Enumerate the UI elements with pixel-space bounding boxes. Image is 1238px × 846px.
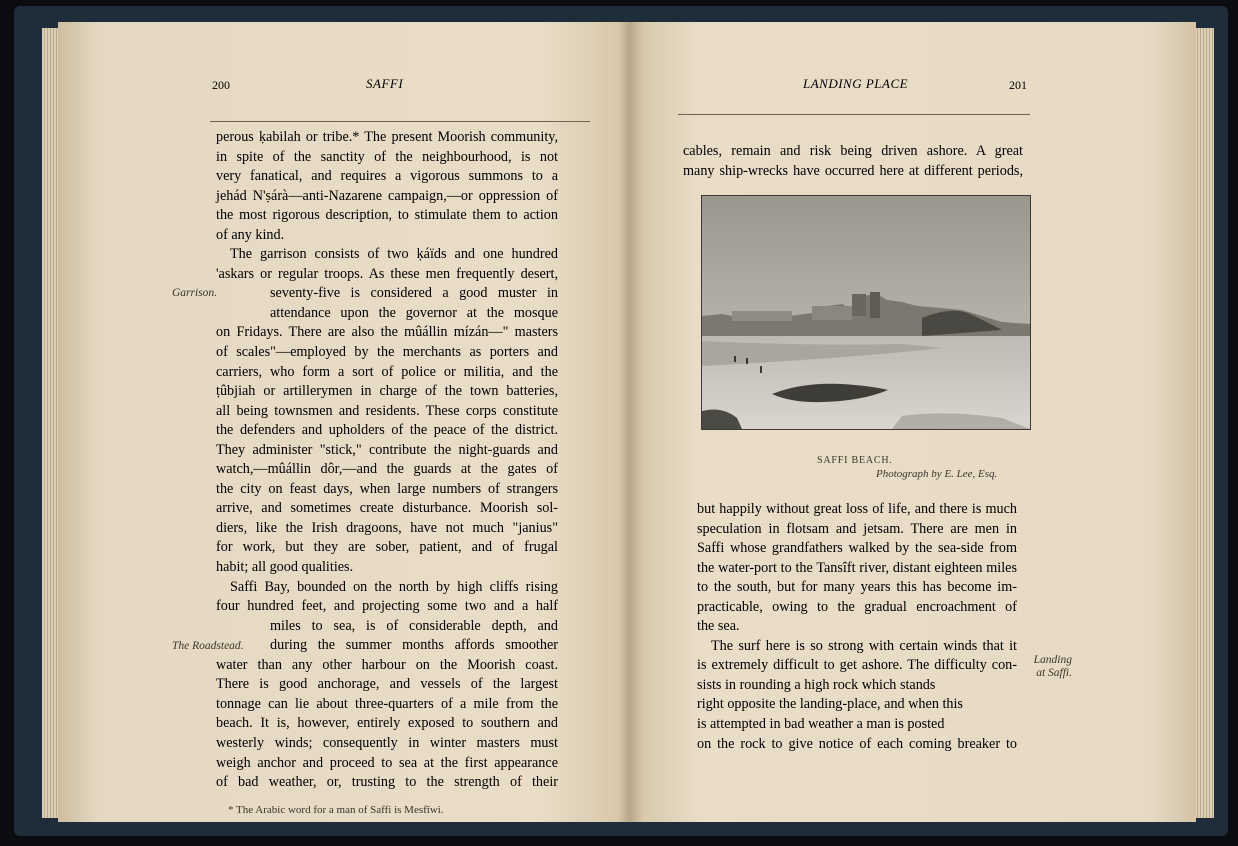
text-line: practicable, owing to the gradual encroachment of xyxy=(697,598,1017,615)
text-line: attendance upon the governor at the mosque xyxy=(270,304,558,321)
text-line: Saffi Bay, bounded on the north by high cliffs rising xyxy=(230,578,558,595)
text-line: during the summer months affords smoother xyxy=(270,637,558,654)
text-line: many ship-wrecks have occurred here at different periods, xyxy=(683,162,1023,179)
text-line: the city on feast days, when large numbers of strangers xyxy=(216,480,558,497)
text-line: for work, but they are sober, patient, and of frugal xyxy=(216,539,558,556)
beach-photo-illustration xyxy=(702,196,1030,429)
left-page-number: 200 xyxy=(212,78,230,92)
photo-caption: SAFFI BEACH. xyxy=(817,455,893,466)
right-page-number: 201 xyxy=(1009,78,1027,92)
text-line: the most rigorous description, to stimulate them to action xyxy=(216,207,558,224)
text-line: beach. It is, however, entirely exposed to southern and xyxy=(216,715,558,732)
text-line: right opposite the landing-place, and when this xyxy=(697,696,963,713)
text-line: watch,—mûállin dôr,—and the guards at the gates of xyxy=(216,461,558,478)
text-line: seventy-five is considered a good muster in xyxy=(270,285,558,302)
sidenote-roadstead: The Roadstead. xyxy=(172,640,244,652)
text-line: There is good anchorage, and vessels of the largest xyxy=(216,676,558,693)
text-line: sists in rounding a high rock which stands xyxy=(697,676,936,693)
text-line: cables, remain and risk being driven ashore. A great xyxy=(683,143,1023,159)
text-line: They administer "stick," contribute the night-guards and xyxy=(216,441,558,458)
text-line: perous ḳabilah or tribe.* The present Moorish community, xyxy=(216,129,558,145)
text-line: speculation in flotsam and jetsam. There are men in xyxy=(697,520,1017,537)
text-line: of scales"—employed by the merchants as porters and xyxy=(216,344,558,361)
text-line: diers, like the Irish dragoons, have not much "janius" xyxy=(216,519,558,536)
text-line: the defenders and upholders of the peace of the district. xyxy=(216,422,558,439)
text-line: weigh anchor and proceed to sea at the first appearance xyxy=(216,754,558,771)
right-body-text xyxy=(697,500,1017,754)
text-line: all being townsmen and residents. These corps constitute xyxy=(216,402,558,419)
photo-credit: Photograph by E. Lee, Esq. xyxy=(876,468,998,480)
text-line: jehád N'ṣárà—anti-Nazarene campaign,—or oppression of xyxy=(216,187,558,204)
text-line: ṭûbjiah or artillerymen in charge of the town batteries, xyxy=(216,383,558,400)
left-header-rule xyxy=(210,121,590,122)
text-line: of any kind. xyxy=(216,226,285,243)
text-line: to the south, but for many years this has become im- xyxy=(697,579,1017,596)
text-line: very fanatical, and requires a vigorous summons to a xyxy=(216,168,558,185)
sidenote-landing-line2: at Saffi. xyxy=(1036,667,1072,679)
right-header-rule xyxy=(678,114,1030,115)
text-line: the water-port to the Tansîft river, distant eighteen miles xyxy=(697,559,1017,576)
text-line: the sea. xyxy=(697,618,740,635)
left-body-text xyxy=(216,128,558,793)
text-line: four hundred feet, and projecting some two and a half xyxy=(216,598,558,615)
right-top-text xyxy=(683,142,1023,181)
text-line: Saffi whose grandfathers walked by the sea-side from xyxy=(697,540,1017,557)
text-line: habit; all good qualities. xyxy=(216,559,354,576)
text-line: tonnage can lie about three-quarters of a mile from the xyxy=(216,695,558,712)
text-line: 'askars or regular troops. As these men frequently desert, xyxy=(216,265,558,282)
text-line: The surf here is so strong with certain winds that it xyxy=(711,637,1017,654)
saffi-beach-photo xyxy=(701,195,1031,430)
text-line: on the rock to give notice of each coming breaker to xyxy=(697,735,1017,752)
text-line: The garrison consists of two ḳáïds and one hundred xyxy=(230,246,558,263)
text-line: on Fridays. There are also the mûállin mízán—" masters xyxy=(216,324,558,341)
text-line: westerly winds; consequently in winter masters must xyxy=(216,734,558,751)
text-line: of bad weather, or, trusting to the strength of their xyxy=(216,774,558,791)
sidenote-landing xyxy=(1032,654,1072,680)
text-line: but happily without great loss of life, and there is much xyxy=(697,501,1017,517)
footnote: * The Arabic word for a man of Saffi is Mesfîwi. xyxy=(228,804,444,816)
text-line: water than any other harbour on the Moorish coast. xyxy=(216,656,558,673)
sidenote-garrison: Garrison. xyxy=(172,287,218,299)
text-line: is extremely difficult to get ashore. The difficulty con- xyxy=(697,657,1017,674)
text-line: in spite of the sanctity of the neighbourhood, is not xyxy=(216,148,558,165)
right-running-head: LANDING PLACE xyxy=(803,76,909,91)
text-line: is attempted in bad weather a man is posted xyxy=(697,716,945,733)
sidenote-landing-line1: Landing xyxy=(1033,654,1072,666)
text-line: carriers, who form a sort of police or militia, and the xyxy=(216,363,558,380)
text-line: miles to sea, is of considerable depth, and xyxy=(270,617,558,634)
text-line: arrive, and sometimes create disturbance. Moorish sol- xyxy=(216,500,558,517)
left-running-head: SAFFI xyxy=(366,76,404,91)
